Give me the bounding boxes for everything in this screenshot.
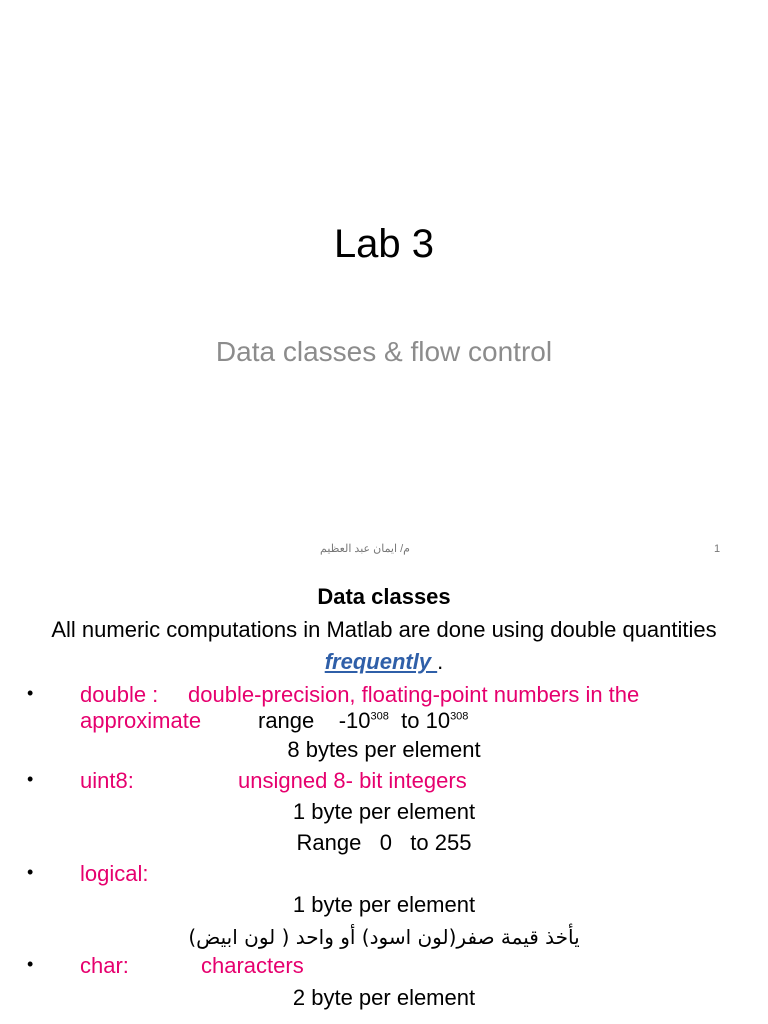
intro-period: . <box>437 649 444 674</box>
uint8-bytes: 1 byte per element <box>292 799 476 824</box>
range-low: -10 <box>338 708 371 733</box>
uint8-range: Range 0 to 255 <box>296 830 472 855</box>
range-high-exponent: 308 <box>450 710 469 723</box>
double-bytes: 8 bytes per element <box>287 737 481 762</box>
char-bytes: 2 byte per element <box>292 985 476 1010</box>
page-number: 1 <box>714 543 721 555</box>
emphasis-link[interactable]: frequently <box>324 649 438 674</box>
range-to: to 10 <box>401 708 451 733</box>
logical-term: logical: <box>80 861 149 886</box>
char-description: characters <box>201 953 304 978</box>
logical-bytes: 1 byte per element <box>292 892 476 917</box>
double-term: double : <box>80 682 159 707</box>
uint8-term: uint8: <box>80 768 134 793</box>
section-heading: Data classes <box>317 584 451 609</box>
bullet-char: • <box>27 954 34 974</box>
footer-author: م/ ايمان عبد العظيم <box>320 543 410 555</box>
intro-paragraph <box>40 614 728 678</box>
double-description: double-precision, floating-point numbers in the <box>188 682 640 707</box>
range-low-exponent: 308 <box>370 710 389 723</box>
range-label: range <box>258 708 315 733</box>
bullet-uint8: • <box>27 769 34 789</box>
char-term: char: <box>80 953 129 978</box>
intro-text: All numeric computations in Matlab are done using double quantities <box>51 617 717 642</box>
slide-subtitle: Data classes & flow control <box>215 336 553 367</box>
slide-title: Lab 3 <box>333 222 435 266</box>
bullet-double: • <box>27 683 34 703</box>
uint8-description: unsigned 8- bit integers <box>238 768 467 793</box>
double-description-cont: approximate <box>80 708 202 733</box>
bullet-logical: • <box>27 862 34 882</box>
double-range <box>258 708 468 734</box>
logical-note-arabic: يأخذ قيمة صفر(لون اسود) أو واحد ( لون ابيض) <box>188 925 580 949</box>
